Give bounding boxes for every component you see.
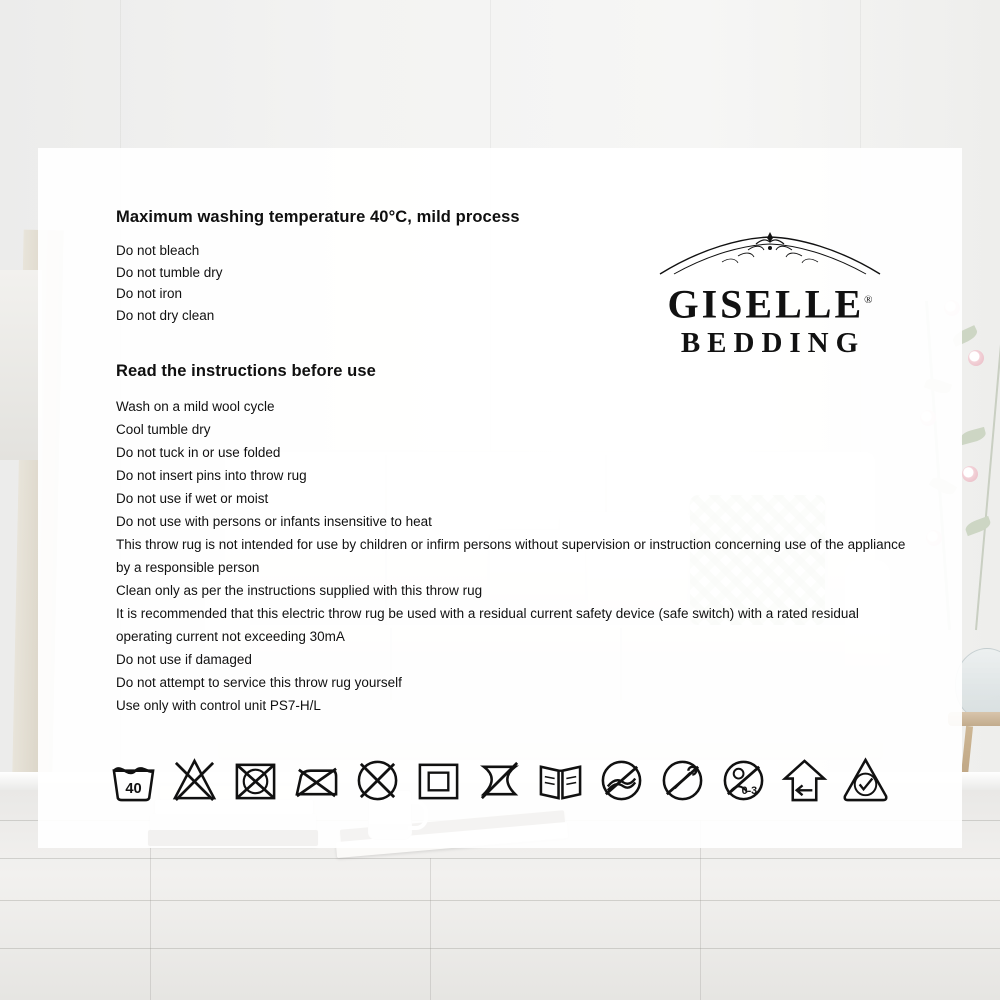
brand-subtitle: BEDDING <box>680 327 866 360</box>
list-item: Do not use with persons or infants insensitive to heat <box>116 514 432 529</box>
list-item: It is recommended that this electric throw rug be used with a residual current safety device (safe switch) with a rated residual operating current not exceeding 30mA <box>116 606 863 644</box>
do-not-dry-clean-icon <box>354 757 401 804</box>
care-symbol-row <box>110 757 889 804</box>
do-not-iron-icon <box>293 757 340 804</box>
section-two <box>78 362 910 717</box>
regulatory-compliance-mark-icon <box>842 757 889 804</box>
brand-name: GISELLE <box>667 281 865 327</box>
tumble-dry-icon <box>415 757 462 804</box>
plant-blossom <box>962 466 978 482</box>
registered-mark: ® <box>864 294 873 306</box>
indoor-use-only-icon <box>781 757 828 804</box>
list-item: Do not attempt to service this throw rug yourself <box>116 675 402 690</box>
leaning-panel <box>0 270 42 460</box>
plant-blossom <box>968 350 984 366</box>
list-item: Do not use if wet or moist <box>116 491 269 506</box>
do-not-tumble-dry-icon <box>232 757 279 804</box>
read-instructions-book-icon <box>537 757 584 804</box>
list-item: Wash on a mild wool cycle <box>116 399 275 414</box>
floor-plank-line <box>430 858 431 1000</box>
section-one-title: Maximum washing temperature 40°C, mild process <box>116 208 520 226</box>
list-item: Clean only as per the instructions supplied with this throw rug <box>116 583 483 598</box>
not-for-children-0-3-icon <box>720 757 767 804</box>
do-not-insert-pins-icon <box>659 757 706 804</box>
list-item: Use only with control unit PS7-H/L <box>116 698 321 713</box>
brand-crest-icon <box>652 230 888 276</box>
section-two-title: Read the instructions before use <box>116 362 376 380</box>
age-range-label: 0-3 <box>741 785 758 798</box>
list-item: Do not iron <box>116 286 183 301</box>
wash-40-icon <box>110 757 157 804</box>
do-not-use-folded-icon <box>598 757 645 804</box>
list-item: This throw rug is not intended for use by children or infirm persons without supervision or instruction concerning use of the appliance by a responsible person <box>116 537 910 575</box>
brand-name-wrap <box>667 278 872 326</box>
list-item: Do not tuck in or use folded <box>116 445 281 460</box>
list-item: Do not dry clean <box>116 307 215 323</box>
section-two-list <box>78 395 910 717</box>
list-item: Cool tumble dry <box>116 422 211 437</box>
list-item: Do not insert pins into throw rug <box>116 468 307 483</box>
do-not-wring-icon <box>476 757 523 804</box>
list-item: Do not tumble dry <box>116 264 223 280</box>
do-not-bleach-icon <box>171 757 218 804</box>
brand-logo <box>640 230 900 360</box>
care-label-card <box>38 148 962 848</box>
wash-temp-label: 40 <box>125 781 142 798</box>
list-item: Do not bleach <box>116 243 200 258</box>
list-item: Do not use if damaged <box>116 652 252 667</box>
header-row <box>78 208 910 360</box>
